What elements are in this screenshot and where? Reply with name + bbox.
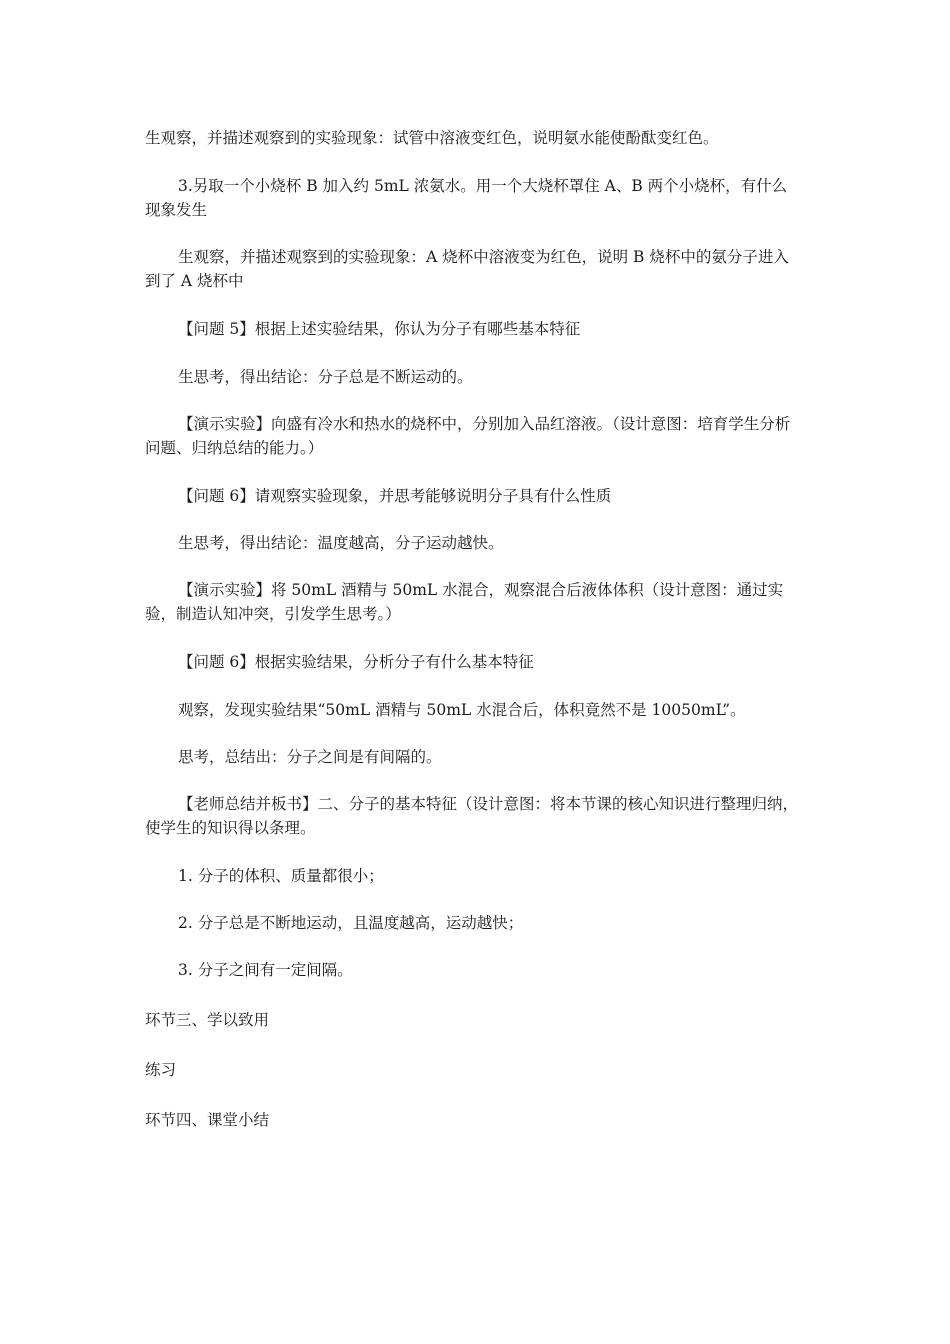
- paragraph-demo-1: 【演示实验】向盛有冷水和热水的烧杯中，分别加入品红溶液。（设计意图：培育学生分析问题、归纳总结的能力。）: [145, 415, 791, 457]
- paragraph-observation-1: 生观察，并描述观察到的实验现象：试管中溶液变红色，说明氨水能使酚酞变红色。: [145, 129, 719, 147]
- paragraph-conclusion-3: 思考，总结出：分子之间是有间隔的。: [178, 748, 442, 766]
- paragraph-step-3: 3.另取一个小烧杯 B 加入约 5mL 浓氨水。用一个大烧杯罩住 A、B 两个小烧杯，有什么现象发生: [145, 177, 788, 219]
- paragraph-conclusion-2: 生思考，得出结论：温度越高，分子运动越快。: [178, 534, 504, 552]
- paragraph-observation-2: 生观察，并描述观察到的实验现象：A 烧杯中溶液变为红色，说明 B 烧杯中的氨分子进入到了 A 烧杯中: [145, 248, 789, 290]
- paragraph-conclusion-1: 生思考，得出结论：分子总是不断运动的。: [178, 368, 473, 386]
- paragraph-observation-3: 观察，发现实验结果“50mL 酒精与 50mL 水混合后，体积竟然不是 10050mL”。: [178, 701, 746, 719]
- list-item-feature-1: 1. 分子的体积、质量都很小；: [178, 867, 384, 885]
- section-heading-3: 环节三、学以致用: [145, 1011, 270, 1029]
- paragraph-exercise: 练习: [145, 1061, 177, 1079]
- list-item-feature-2: 2. 分子总是不断地运动，且温度越高，运动越快；: [178, 914, 524, 932]
- paragraph-teacher-summary: 【老师总结并板书】二、分子的基本特征（设计意图：将本节课的核心知识进行整理归纳，使学生的知识得以条理。: [145, 795, 799, 837]
- paragraph-question-6b: 【问题 6】根据实验结果，分析分子有什么基本特征: [178, 653, 534, 671]
- paragraph-question-6a: 【问题 6】请观察实验现象，并思考能够说明分子具有什么性质: [178, 487, 612, 505]
- section-heading-4: 环节四、课堂小结: [145, 1111, 270, 1129]
- list-item-feature-3: 3. 分子之间有一定间隔。: [178, 961, 353, 979]
- paragraph-question-5: 【问题 5】根据上述实验结果，你认为分子有哪些基本特征: [178, 320, 581, 338]
- paragraph-demo-2: 【演示实验】将 50mL 酒精与 50mL 水混合，观察混合后液体体积（设计意图：通过实验，制造认知冲突，引发学生思考。）: [145, 581, 784, 623]
